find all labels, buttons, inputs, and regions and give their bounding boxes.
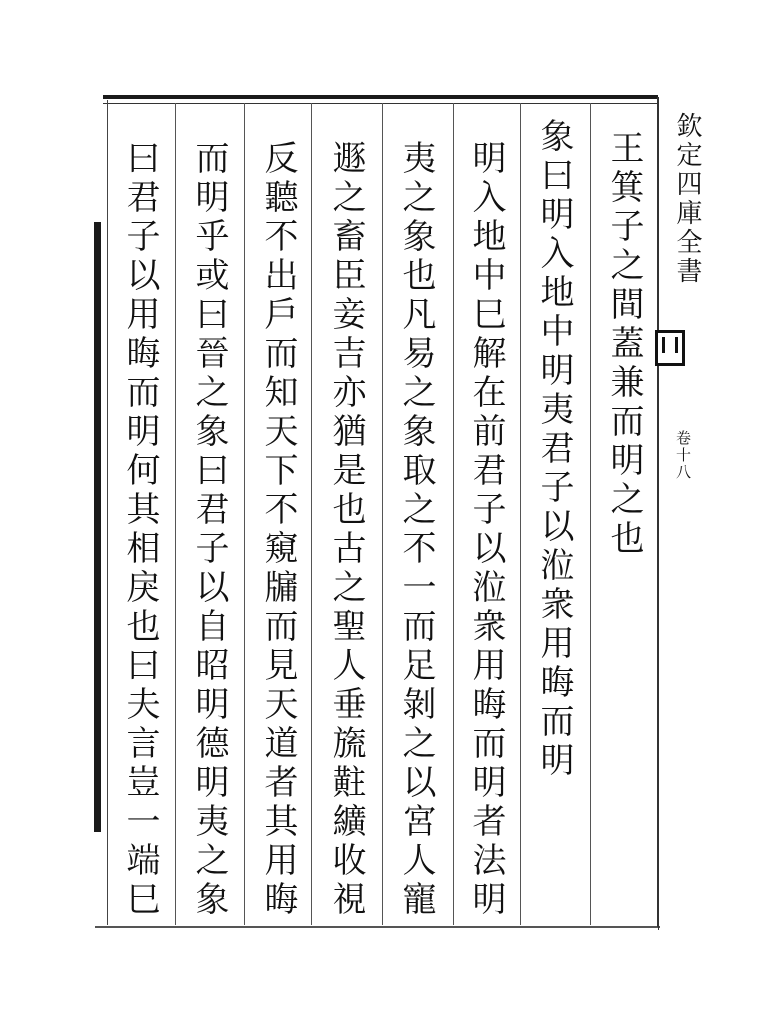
text-column-2: 象曰明入地中明夷君子以涖衆用晦而明 [534, 118, 574, 781]
column-divider [175, 103, 176, 925]
top-border-rule [103, 95, 658, 99]
column-divider [244, 103, 245, 925]
text-column-8: 曰君子以用晦而明何其相戾也曰夫言豈一端巳 [120, 140, 160, 920]
volume-label: 卷十八 [674, 430, 692, 481]
column-divider [590, 103, 591, 925]
column-divider [382, 103, 383, 925]
text-column-7: 而明乎或曰晉之象曰君子以自昭明德明夷之象 [189, 140, 229, 920]
top-border-inner-rule [103, 103, 658, 104]
margin-column [658, 100, 701, 930]
column-divider [520, 103, 521, 925]
left-border-rule [94, 222, 101, 832]
column-divider [311, 103, 312, 925]
text-column-1: 王箕子之間蓋兼而明之也 [604, 130, 644, 559]
fish-tail-inner [662, 337, 678, 353]
text-column-6: 反聽不出戶而知天下不窺牖而見天道者其用晦 [258, 140, 298, 920]
text-column-3: 明入地中巳解在前君子以涖衆用晦而明者法明 [466, 140, 506, 920]
fish-tail-mark [655, 330, 685, 366]
column-divider [453, 103, 454, 925]
book-title: 欽定四庫全書 [672, 112, 702, 286]
bottom-border-rule [95, 926, 660, 928]
text-column-4: 夷之象也凡易之象取之不一而足剝之以宮人寵 [396, 140, 436, 920]
left-border-inner-rule [107, 100, 108, 925]
text-column-5: 遯之畜臣妾吉亦猶是也古之聖人垂旒黈纊收視 [326, 140, 366, 920]
